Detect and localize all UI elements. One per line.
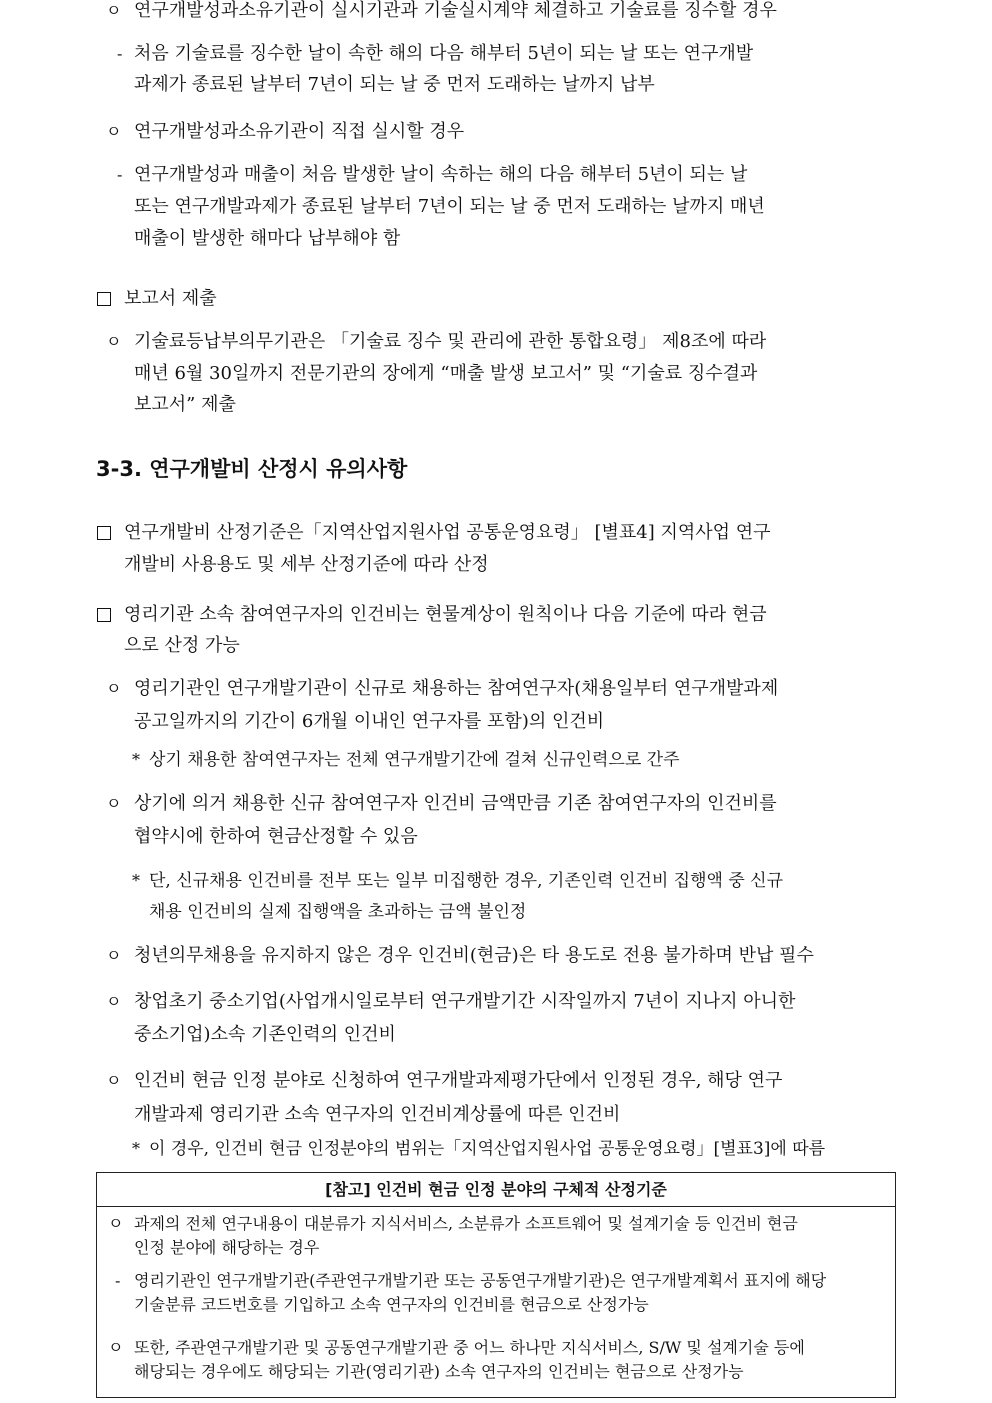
text-line: 으로 산정 가능	[124, 635, 240, 656]
text-line: 연구개발성과 매출이 처음 발생한 날이 속하는 해의 다음 해부터 5년이 되는 날	[134, 164, 748, 185]
reference-line: 과제의 전체 연구내용이 대분류가 지식서비스, 소분류가 소프트웨어 및 설계기술 등 인건비 현금	[134, 1214, 798, 1233]
circle-bullet: ㅇ	[106, 946, 122, 965]
section-heading: 3-3. 연구개발비 산정시 유의사항	[96, 457, 408, 481]
text-line: 연구개발성과소유기관이 직접 실시할 경우	[134, 121, 465, 142]
square-bullet	[97, 608, 111, 622]
text-line: 연구개발성과소유기관이 실시기관과 기술실시계약 체결하고 기술료를 징수할 경우	[134, 0, 777, 21]
reference-line: 기술분류 코드번호를 기입하고 소속 연구자의 인건비를 현금으로 산정가능	[134, 1295, 649, 1314]
text-line: 또는 연구개발과제가 종료된 날부터 7년이 되는 날 중 먼저 도래하는 날까지 매년	[134, 196, 765, 217]
dash-bullet: -	[117, 44, 123, 63]
circle-bullet: ㅇ	[106, 794, 122, 813]
reference-box-title: [참고] 인건비 현금 인정 분야의 구체적 산정기준	[97, 1173, 895, 1207]
asterisk-note: *	[132, 871, 140, 890]
reference-line: 또한, 주관연구개발기관 및 공동연구개발기관 중 어느 하나만 지식서비스, S/W 및 설계기술 등에	[134, 1338, 805, 1357]
text-line: 개발비 사용용도 및 세부 산정기준에 따라 산정	[124, 554, 489, 575]
text-line: 보고서” 제출	[134, 394, 236, 415]
text-line: 인건비 현금 인정 분야로 신청하여 연구개발과제평가단에서 인정된 경우, 해당 연구	[134, 1070, 783, 1091]
text-line: 공고일까지의 기간이 6개월 이내인 연구자를 포함)의 인건비	[134, 711, 605, 732]
reference-box	[96, 1172, 896, 1398]
circle-bullet: ㅇ	[106, 122, 122, 141]
note-line: 채용 인건비의 실제 집행액을 초과하는 금액 불인정	[149, 902, 527, 922]
square-bullet	[97, 526, 111, 540]
text-line: 협약시에 한하여 현금산정할 수 있음	[134, 826, 418, 847]
reference-line: 영리기관인 연구개발기관(주관연구개발기관 또는 공동연구개발기관)은 연구개발계획서 표지에 해당	[134, 1271, 827, 1290]
note-line: 상기 채용한 참여연구자는 전체 연구개발기간에 걸쳐 신규인력으로 간주	[149, 750, 680, 770]
circle-bullet: ㅇ	[108, 1214, 124, 1233]
text-line: 영리기관인 연구개발기관이 신규로 채용하는 참여연구자(채용일부터 연구개발과제	[134, 678, 779, 699]
text-line: 매출이 발생한 해마다 납부해야 함	[134, 228, 401, 249]
circle-bullet: ㅇ	[106, 679, 122, 698]
square-bullet	[97, 292, 111, 306]
dash-bullet: -	[115, 1271, 121, 1290]
text-line: 창업초기 중소기업(사업개시일로부터 연구개발기간 시작일까지 7년이 지나지 아니한	[134, 991, 796, 1012]
text-line: 연구개발비 산정기준은「지역산업지원사업 공통운영요령」 [별표4] 지역사업 연구	[124, 522, 771, 543]
text-line: 영리기관 소속 참여연구자의 인건비는 현물계상이 원칙이나 다음 기준에 따라 현금	[124, 604, 767, 625]
text-line: 개발과제 영리기관 소속 연구자의 인건비계상률에 따른 인건비	[134, 1104, 621, 1125]
reference-line: 인정 분야에 해당하는 경우	[134, 1238, 320, 1257]
text-line: 처음 기술료를 징수한 날이 속한 해의 다음 해부터 5년이 되는 날 또는 연구개발	[134, 43, 754, 64]
note-line: 단, 신규채용 인건비를 전부 또는 일부 미집행한 경우, 기존인력 인건비 집행액 중 신규	[149, 871, 784, 891]
circle-bullet: ㅇ	[106, 1, 122, 20]
asterisk-note: *	[132, 750, 140, 769]
text-line: 매년 6월 30일까지 전문기관의 장에게 “매출 발생 보고서” 및 “기술료 징수결과	[134, 363, 758, 384]
circle-bullet: ㅇ	[106, 992, 122, 1011]
circle-bullet: ㅇ	[106, 332, 122, 351]
circle-bullet: ㅇ	[106, 1071, 122, 1090]
text-line: 상기에 의거 채용한 신규 참여연구자 인건비 금액만큼 기존 참여연구자의 인건비를	[134, 793, 777, 814]
asterisk-note: *	[132, 1139, 140, 1158]
dash-bullet: -	[117, 165, 123, 184]
text-line: 중소기업)소속 기존인력의 인건비	[134, 1024, 396, 1045]
text-line: 기술료등납부의무기관은 「기술료 징수 및 관리에 관한 통합요령」 제8조에 따라	[134, 331, 767, 352]
reference-line: 해당되는 경우에도 해당되는 기관(영리기관) 소속 연구자의 인건비는 현금으로 산정가능	[134, 1362, 744, 1381]
text-line: 과제가 종료된 날부터 7년이 되는 날 중 먼저 도래하는 날까지 납부	[134, 74, 655, 95]
note-line: 이 경우, 인건비 현금 인정분야의 범위는「지역산업지원사업 공통운영요령」[별표3]에 따름	[149, 1139, 826, 1159]
circle-bullet: ㅇ	[108, 1338, 124, 1357]
section-title: 보고서 제출	[124, 288, 217, 309]
text-line: 청년의무채용을 유지하지 않은 경우 인건비(현금)은 타 용도로 전용 불가하며 반납 필수	[134, 945, 814, 966]
